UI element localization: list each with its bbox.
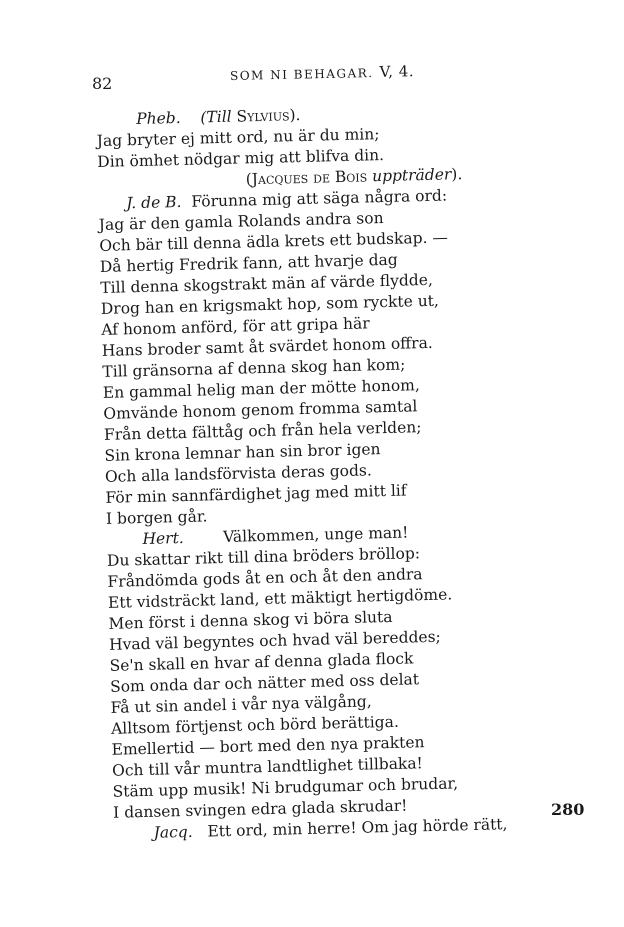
- paren-open: (: [245, 170, 253, 189]
- verse-line: Hvad väl begyntes och hvad väl bereddes;: [108, 627, 441, 654]
- verse-line: Sin krona lemnar han sin bror igen: [104, 440, 381, 465]
- verse-line: Stäm upp musik! Ni brudgumar och brudar,: [112, 774, 459, 801]
- verse-line: Och bär till denna ädla krets ett budskap. —: [99, 228, 449, 255]
- verse-line: Omvände honom genom fromma samtal: [103, 397, 418, 423]
- verse-line: Alltsom förtjenst och börd berättiga.: [110, 712, 399, 738]
- verse-line: Du skattar rikt till dina bröders bröllop:: [106, 544, 421, 570]
- speaker-name: Pheb.: [136, 108, 181, 129]
- character-name: Sylvius: [236, 106, 290, 126]
- running-title: SOM NI BEHAGAR.: [229, 65, 374, 83]
- verse-line: Jag är den gamla Rolands andra son: [98, 209, 384, 234]
- verse-line: Fråndömda gods åt en och åt den andra: [107, 565, 423, 591]
- speaker-name: J. de B.: [126, 192, 182, 213]
- verse-line: Emellertid — bort med den nya prakten: [111, 733, 425, 759]
- verse-line: Ett vidsträckt land, ett mäktigt hertigdöme.: [107, 585, 453, 612]
- page-number: 82: [92, 74, 113, 93]
- verse-line: Få ut sin andel i vår nya välgång,: [110, 692, 372, 717]
- stage-direction-close: ).: [289, 106, 301, 125]
- verse-line: Af honom anförd, för att gripa här: [101, 314, 370, 339]
- play-text: [96, 100, 534, 845]
- verse-text: Välkommen, unge man!: [222, 523, 409, 547]
- verse-line: För min sannfärdighet jag med mitt lif: [105, 481, 407, 507]
- printer-signature: 280: [551, 800, 585, 819]
- verse-line: Till gränsorna af denna skog han kom;: [102, 355, 406, 381]
- verse-line: En gammal helig man der mötte honom,: [102, 376, 420, 402]
- act-scene: V, 4.: [379, 62, 415, 81]
- verse-line: Som onda dar och nätter med oss delat: [109, 670, 420, 696]
- verse-line: Då hertig Fredrik fann, att hvarje dag: [99, 250, 398, 276]
- verse-line: I dansen svingen edra glada skrudar!: [112, 796, 408, 822]
- paren-close: ).: [451, 165, 463, 184]
- verse-line: Till denna skogstrakt män af värde flydde,: [100, 270, 434, 297]
- stage-direction: (Till: [200, 107, 237, 127]
- character-name: Jacques de Bois: [251, 167, 368, 189]
- running-head: [230, 62, 414, 84]
- verse-line: Från detta fälttåg och från hela verlden;: [103, 418, 422, 444]
- verse-line: Och alla landsförvista deras gods.: [104, 461, 373, 486]
- verse-line: Men först i denna skog vi böra sluta: [108, 607, 393, 633]
- verse-line: Drog han en krigsmakt hop, som ryckte ut,: [100, 291, 440, 318]
- speaker-name: Jacq.: [153, 822, 193, 842]
- verse-line: Jag bryter ej mitt ord, nu är du min;: [96, 125, 380, 150]
- verse-line: Hans broder samt åt svärdet honom offra.: [101, 333, 433, 360]
- verse-line: Och till vår muntra landtlighet tillbaka!: [111, 754, 424, 780]
- speaker-name: Hert.: [142, 528, 184, 548]
- verse-line: Se'n skall en hvar af denna glada flock: [109, 649, 414, 675]
- verse-line: Din ömhet nödgar mig att blifva din.: [97, 145, 385, 171]
- verse-text: Förunna mig att säga några ord:: [191, 186, 448, 211]
- stage-action: uppträder: [366, 165, 452, 186]
- verse-text: Ett ord, min herre! Om jag hörde rätt,: [207, 815, 508, 841]
- verse-line: I borgen går.: [105, 507, 208, 528]
